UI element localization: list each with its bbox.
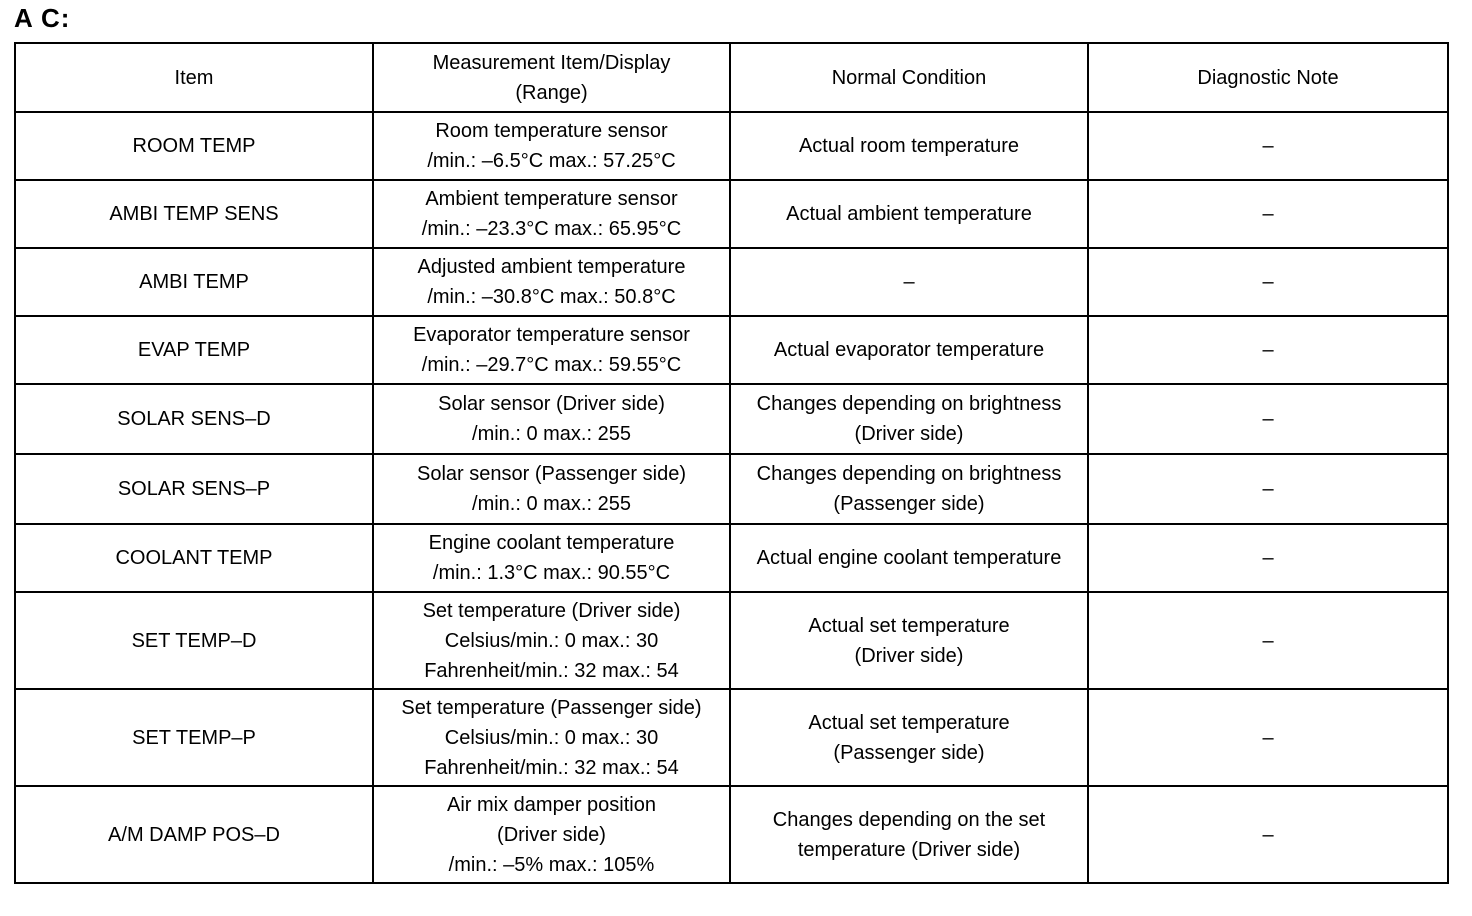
- cell-item: AMBI TEMP: [15, 248, 373, 316]
- header-measurement: Measurement Item/Display (Range): [373, 43, 730, 112]
- cell-measurement: Set temperature (Driver side) Celsius/min.: 0 max.: 30 Fahrenheit/min.: 32 max.: 54: [373, 592, 730, 689]
- cell-measurement: Adjusted ambient temperature /min.: –30.8°C max.: 50.8°C: [373, 248, 730, 316]
- cell-diagnostic-note: –: [1088, 248, 1448, 316]
- table-row: [15, 454, 1448, 524]
- table-row: [15, 248, 1448, 316]
- cell-diagnostic-note: –: [1088, 454, 1448, 524]
- cell-diagnostic-note: –: [1088, 316, 1448, 384]
- cell-measurement: Ambient temperature sensor /min.: –23.3°C max.: 65.95°C: [373, 180, 730, 248]
- table-row: [15, 384, 1448, 454]
- cell-diagnostic-note: –: [1088, 384, 1448, 454]
- cell-item: SET TEMP–D: [15, 592, 373, 689]
- table-row: [15, 316, 1448, 384]
- cell-item: ROOM TEMP: [15, 112, 373, 180]
- cell-diagnostic-note: –: [1088, 786, 1448, 883]
- cell-measurement: Solar sensor (Passenger side) /min.: 0 max.: 255: [373, 454, 730, 524]
- cell-measurement: Room temperature sensor /min.: –6.5°C max.: 57.25°C: [373, 112, 730, 180]
- table-row: [15, 524, 1448, 592]
- cell-item: EVAP TEMP: [15, 316, 373, 384]
- data-list-table: [14, 42, 1449, 884]
- table-row: [15, 689, 1448, 786]
- table-header-row: [15, 43, 1448, 112]
- cell-normal-condition: –: [730, 248, 1088, 316]
- cell-normal-condition: Actual set temperature (Driver side): [730, 592, 1088, 689]
- cell-measurement: Solar sensor (Driver side) /min.: 0 max.: 255: [373, 384, 730, 454]
- header-normal-condition: Normal Condition: [730, 43, 1088, 112]
- table-row: [15, 180, 1448, 248]
- cell-measurement: Set temperature (Passenger side) Celsius/min.: 0 max.: 30 Fahrenheit/min.: 32 max.: 54: [373, 689, 730, 786]
- cell-item: COOLANT TEMP: [15, 524, 373, 592]
- cell-item: A/M DAMP POS–D: [15, 786, 373, 883]
- cell-item: SOLAR SENS–P: [15, 454, 373, 524]
- header-diagnostic-note: Diagnostic Note: [1088, 43, 1448, 112]
- cell-normal-condition: Actual set temperature (Passenger side): [730, 689, 1088, 786]
- cell-normal-condition: Changes depending on brightness (Driver side): [730, 384, 1088, 454]
- cell-diagnostic-note: –: [1088, 180, 1448, 248]
- table-row: [15, 786, 1448, 883]
- cell-measurement: Evaporator temperature sensor /min.: –29.7°C max.: 59.55°C: [373, 316, 730, 384]
- cell-diagnostic-note: –: [1088, 592, 1448, 689]
- cell-normal-condition: Actual ambient temperature: [730, 180, 1088, 248]
- cell-measurement: Engine coolant temperature /min.: 1.3°C max.: 90.55°C: [373, 524, 730, 592]
- cell-item: SOLAR SENS–D: [15, 384, 373, 454]
- cell-item: SET TEMP–P: [15, 689, 373, 786]
- cell-normal-condition: Actual engine coolant temperature: [730, 524, 1088, 592]
- cell-diagnostic-note: –: [1088, 524, 1448, 592]
- header-item: Item: [15, 43, 373, 112]
- table-row: [15, 112, 1448, 180]
- table-row: [15, 592, 1448, 689]
- cell-measurement: Air mix damper position (Driver side) /min.: –5% max.: 105%: [373, 786, 730, 883]
- cell-normal-condition: Actual room temperature: [730, 112, 1088, 180]
- cell-normal-condition: Changes depending on the set temperature (Driver side): [730, 786, 1088, 883]
- cell-diagnostic-note: –: [1088, 689, 1448, 786]
- cell-normal-condition: Actual evaporator temperature: [730, 316, 1088, 384]
- cell-diagnostic-note: –: [1088, 112, 1448, 180]
- cell-item: AMBI TEMP SENS: [15, 180, 373, 248]
- section-heading: A C:: [14, 3, 71, 33]
- cell-normal-condition: Changes depending on brightness (Passenger side): [730, 454, 1088, 524]
